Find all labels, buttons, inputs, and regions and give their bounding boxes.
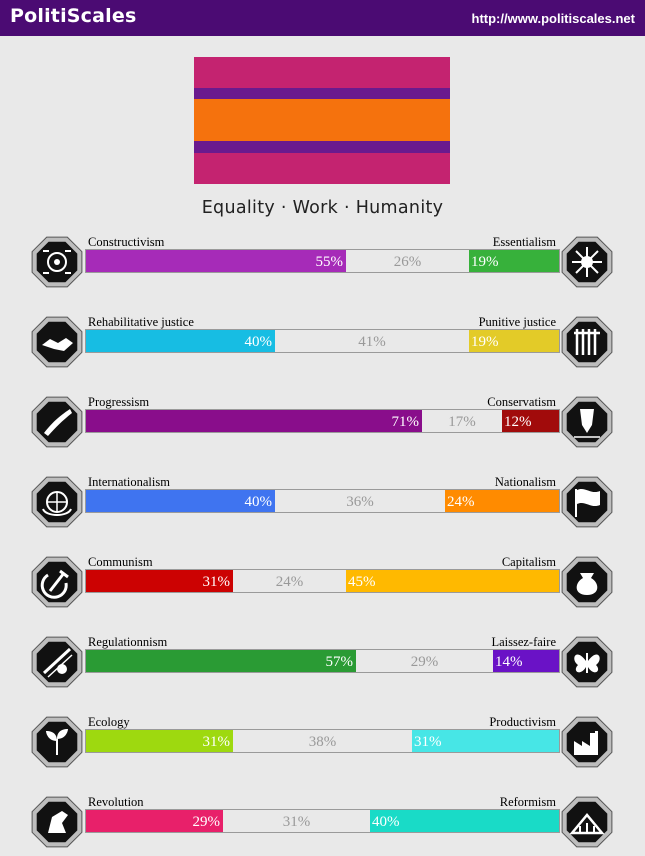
axis-right-score: 14% [493, 650, 559, 672]
axis-score-bar [85, 329, 560, 353]
axis-right-score: 24% [445, 490, 559, 512]
axis-left-label: Internationalism [88, 475, 170, 489]
handshake-icon [28, 313, 86, 371]
axis-right-label: Nationalism [494, 475, 556, 489]
axis-row [0, 636, 645, 696]
revolution-icon [28, 793, 86, 851]
prison-bars-icon [558, 313, 616, 371]
axis-left-score: 31% [86, 730, 233, 752]
axis-neutral-score: 24% [275, 574, 304, 590]
axis-score-bar [85, 649, 560, 673]
motto-text: Equality · Work · Humanity [201, 198, 444, 218]
axis-row [0, 316, 645, 376]
constructivism-icon [28, 233, 86, 291]
axis-right-label: Reformism [499, 795, 556, 809]
ideology-flag [194, 57, 450, 184]
axis-neutral-score: 36% [346, 494, 374, 510]
axis-row [0, 796, 645, 856]
axis-score-bar [85, 729, 560, 753]
axis-neutral-score: 17% [448, 414, 476, 430]
axis-right-label: Laissez-faire [491, 635, 556, 649]
axis-right-score: 12% [502, 410, 559, 432]
axis-neutral-score: 31% [282, 814, 311, 830]
axis-neutral-score: 26% [393, 254, 422, 270]
axis-score-bar [85, 409, 560, 433]
axis-score-bar [85, 809, 560, 833]
site-url-link[interactable]: http://www.politiscales.net [471, 11, 635, 26]
axis-left-score: 31% [86, 570, 233, 592]
flag-stripe [194, 88, 450, 99]
axis-right-score: 19% [469, 250, 559, 272]
header-bar [0, 0, 645, 36]
conservatism-icon [558, 393, 616, 451]
axis-left-label: Rehabilitative justice [88, 315, 194, 329]
axis-row [0, 556, 645, 616]
axis-score-bar [85, 249, 560, 273]
brand-title[interactable]: PolitiScales [10, 5, 137, 27]
axis-right-label: Capitalism [501, 555, 556, 569]
axis-left-score: 29% [86, 810, 223, 832]
axis-left-label: Constructivism [88, 235, 165, 249]
flag-stripe [194, 153, 450, 184]
axis-right-label: Punitive justice [478, 315, 556, 329]
axis-right-score: 31% [412, 730, 559, 752]
axis-left-score: 40% [86, 330, 275, 352]
axis-right-score: 45% [346, 570, 559, 592]
axis-neutral-score: 41% [358, 334, 386, 350]
axis-left-label: Revolution [88, 795, 144, 809]
progressism-icon [28, 393, 86, 451]
axis-left-score: 55% [86, 250, 346, 272]
axis-neutral-score: 38% [308, 734, 337, 750]
flag-stripe [194, 141, 450, 153]
flag-icon [558, 473, 616, 531]
butterfly-icon [558, 633, 616, 691]
axis-neutral-score: 29% [410, 654, 439, 670]
axis-left-score: 57% [86, 650, 356, 672]
hammer-sickle-icon [28, 553, 86, 611]
reformism-icon [558, 793, 616, 851]
essentialism-icon [558, 233, 616, 291]
axis-right-label: Conservatism [487, 395, 556, 409]
axis-row [0, 716, 645, 776]
axis-right-label: Productivism [489, 715, 556, 729]
axis-row [0, 396, 645, 456]
axis-right-score: 40% [370, 810, 559, 832]
axis-score-bar [85, 489, 560, 513]
axis-left-score: 40% [86, 490, 275, 512]
axis-row [0, 476, 645, 536]
axis-row [0, 236, 645, 296]
money-bag-icon [558, 553, 616, 611]
axis-right-score: 19% [469, 330, 559, 352]
axis-left-score: 71% [86, 410, 422, 432]
axis-left-label: Regulationnism [88, 635, 168, 649]
flag-stripe [194, 99, 450, 141]
axis-left-label: Communism [88, 555, 153, 569]
factory-icon [558, 713, 616, 771]
axis-left-label: Ecology [88, 715, 130, 729]
axis-score-bar [85, 569, 560, 593]
ecology-icon [28, 713, 86, 771]
axis-right-label: Essentialism [492, 235, 556, 249]
globe-icon [28, 473, 86, 531]
flag-stripe [194, 57, 450, 88]
regulation-icon [28, 633, 86, 691]
axis-left-label: Progressism [88, 395, 150, 409]
